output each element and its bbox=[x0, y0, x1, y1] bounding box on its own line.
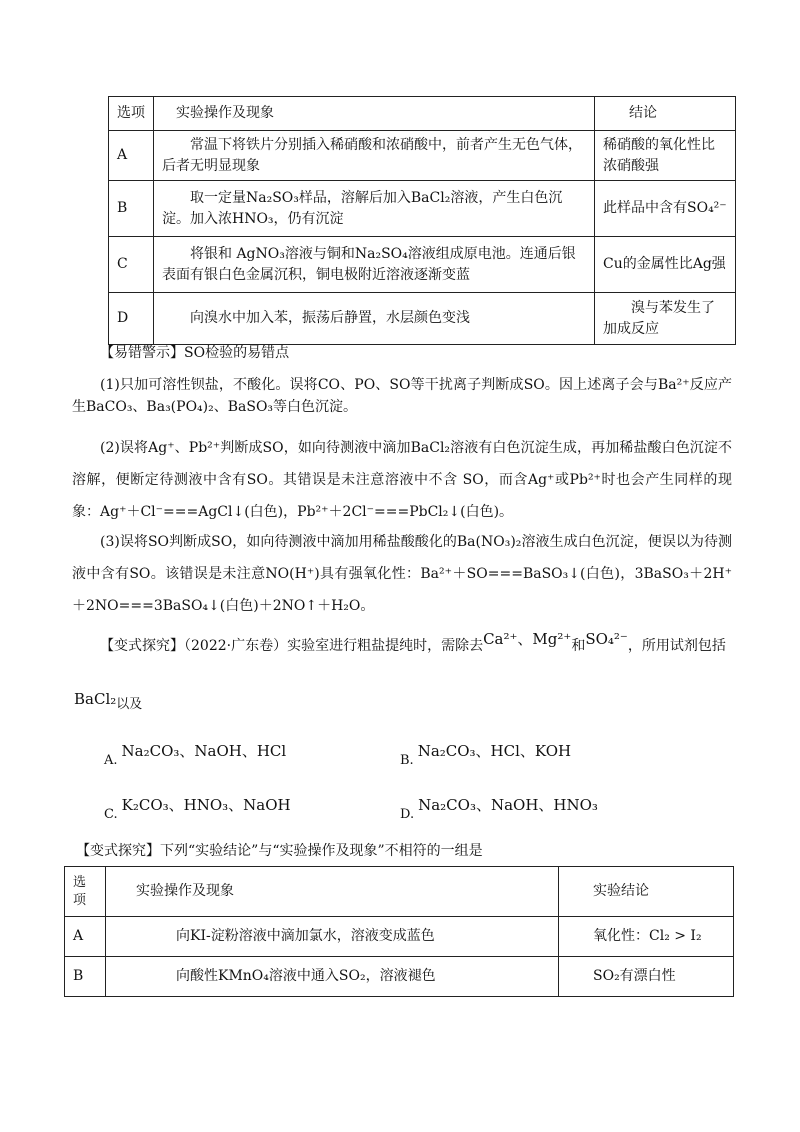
row-option: A bbox=[109, 131, 154, 181]
row-conclusion: 溴与苯发生了加成反应 bbox=[595, 293, 736, 345]
warning-title: 【易错警示】SO检验的易错点 bbox=[100, 345, 290, 361]
row-option: B bbox=[65, 957, 106, 997]
option-c[interactable] bbox=[104, 794, 291, 822]
yiji-text: 以及 bbox=[116, 697, 143, 712]
row-operation: 向酸性KMnO₄溶液中通入SO₂，溶液褪色 bbox=[106, 957, 559, 997]
option-a[interactable] bbox=[104, 740, 287, 768]
option-letter: B. bbox=[400, 753, 414, 768]
table-row bbox=[65, 957, 734, 997]
row-operation: 取一定量Na₂SO₃样品，溶解后加入BaCl₂溶液，产生白色沉淀。加入浓HNO₃，仍有沉淀 bbox=[154, 181, 595, 237]
header-conclusion: 实验结论 bbox=[559, 867, 734, 917]
row-operation: 将银和 AgNO₃溶液与铜和Na₂SO₄溶液组成原电池。连通后银表面有银白色金属沉积，铜电极附近溶液逐渐变蓝 bbox=[154, 237, 595, 293]
option-letter: A. bbox=[104, 753, 118, 768]
question2-intro: 【变式探究】下列“实验结论”与“实验操作及现象”不相符的一组是 bbox=[76, 843, 483, 859]
option-d[interactable] bbox=[400, 794, 598, 822]
paragraph-2: (2)误将Ag⁺、Pb²⁺判断成SO，如向待测液中滴加BaCl₂溶液有白色沉淀生成，再加稀盐酸白色沉淀不溶解，便断定待测液中含有SO。其错误是未注意溶液中不含 SO，而含Ag⁺或Pb²⁺时也会产生同样的现象：Ag⁺＋Cl⁻===AgCl↓(白色)，Pb²⁺＋2Cl⁻===PbCl₂↓(白色)。 bbox=[72, 440, 732, 520]
row-operation: 常温下将铁片分别插入稀硝酸和浓硝酸中，前者产生无色气体，后者无明显现象 bbox=[154, 131, 595, 181]
row-operation: 向溴水中加入苯，振荡后静置，水层颜色变浅 bbox=[154, 293, 595, 345]
table-row bbox=[109, 131, 736, 181]
row-conclusion: Cu的金属性比Ag强 bbox=[595, 237, 736, 293]
table-row bbox=[109, 181, 736, 237]
question1-intro-post: ，所用试剂包括 bbox=[627, 638, 726, 654]
option-letter: D. bbox=[400, 807, 415, 822]
header-conclusion: 结论 bbox=[595, 97, 736, 131]
reagent-bacl2: BaCl₂ bbox=[74, 690, 117, 708]
option-text: Na₂CO₃、NaOH、HNO₃ bbox=[418, 796, 598, 814]
paragraph-1: (1)只加可溶性钡盐，不酸化。误将CO、PO、SO等干扰离子判断成SO。因上述离子会与Ba²⁺反应产生BaCO₃、Ba₃(PO₄)₂、BaSO₃等白色沉淀。 bbox=[72, 377, 732, 415]
option-letter: C. bbox=[104, 807, 118, 822]
option-text: Na₂CO₃、HCl、KOH bbox=[417, 742, 572, 760]
option-b[interactable] bbox=[400, 740, 572, 768]
row-conclusion: 氧化性：Cl₂ > I₂ bbox=[559, 917, 734, 957]
table-row bbox=[65, 917, 734, 957]
header-option: 选项 bbox=[109, 97, 154, 131]
ion-so4: SO₄²⁻ bbox=[585, 630, 628, 648]
question1-intro bbox=[100, 630, 726, 657]
paragraph-3: (3)误将SO判断成SO，如向待测液中滴加用稀盐酸酸化的Ba(NO₃)₂溶液生成白色沉淀，便误以为待测液中含有SO。该错误是未注意NO(H⁺)具有强氧化性：Ba²⁺＋SO===BaSO₃↓(白色)，3BaSO₃＋2H⁺＋2NO===3BaSO₄↓(白色)＋2NO↑＋H₂O。 bbox=[72, 534, 732, 614]
option-text: Na₂CO₃、NaOH、HCl bbox=[121, 742, 287, 760]
and-text: 和 bbox=[571, 638, 586, 654]
row-conclusion: 此样品中含有SO₄²⁻ bbox=[595, 181, 736, 237]
row-option: A bbox=[65, 917, 106, 957]
row-operation: 向KI-淀粉溶液中滴加氯水，溶液变成蓝色 bbox=[106, 917, 559, 957]
row-option: C bbox=[109, 237, 154, 293]
row-option: B bbox=[109, 181, 154, 237]
table-experiments-2 bbox=[64, 866, 734, 997]
table-experiments-1 bbox=[108, 96, 736, 345]
header-option: 选项 bbox=[65, 867, 106, 917]
table-row bbox=[109, 237, 736, 293]
row-option: D bbox=[109, 293, 154, 345]
ions-ca-mg: Ca²⁺、Mg²⁺ bbox=[483, 630, 572, 648]
question1-intro-pre: 【变式探究】（2022·广东卷）实验室进行粗盐提纯时，需除去 bbox=[100, 638, 484, 654]
row-conclusion: SO₂有漂白性 bbox=[559, 957, 734, 997]
header-operation: 实验操作及现象 bbox=[106, 867, 559, 917]
row-conclusion: 稀硝酸的氧化性比浓硝酸强 bbox=[595, 131, 736, 181]
option-text: K₂CO₃、HNO₃、NaOH bbox=[121, 796, 291, 814]
header-operation: 实验操作及现象 bbox=[154, 97, 595, 131]
table-row bbox=[109, 293, 736, 345]
question1-reagents bbox=[74, 688, 142, 712]
